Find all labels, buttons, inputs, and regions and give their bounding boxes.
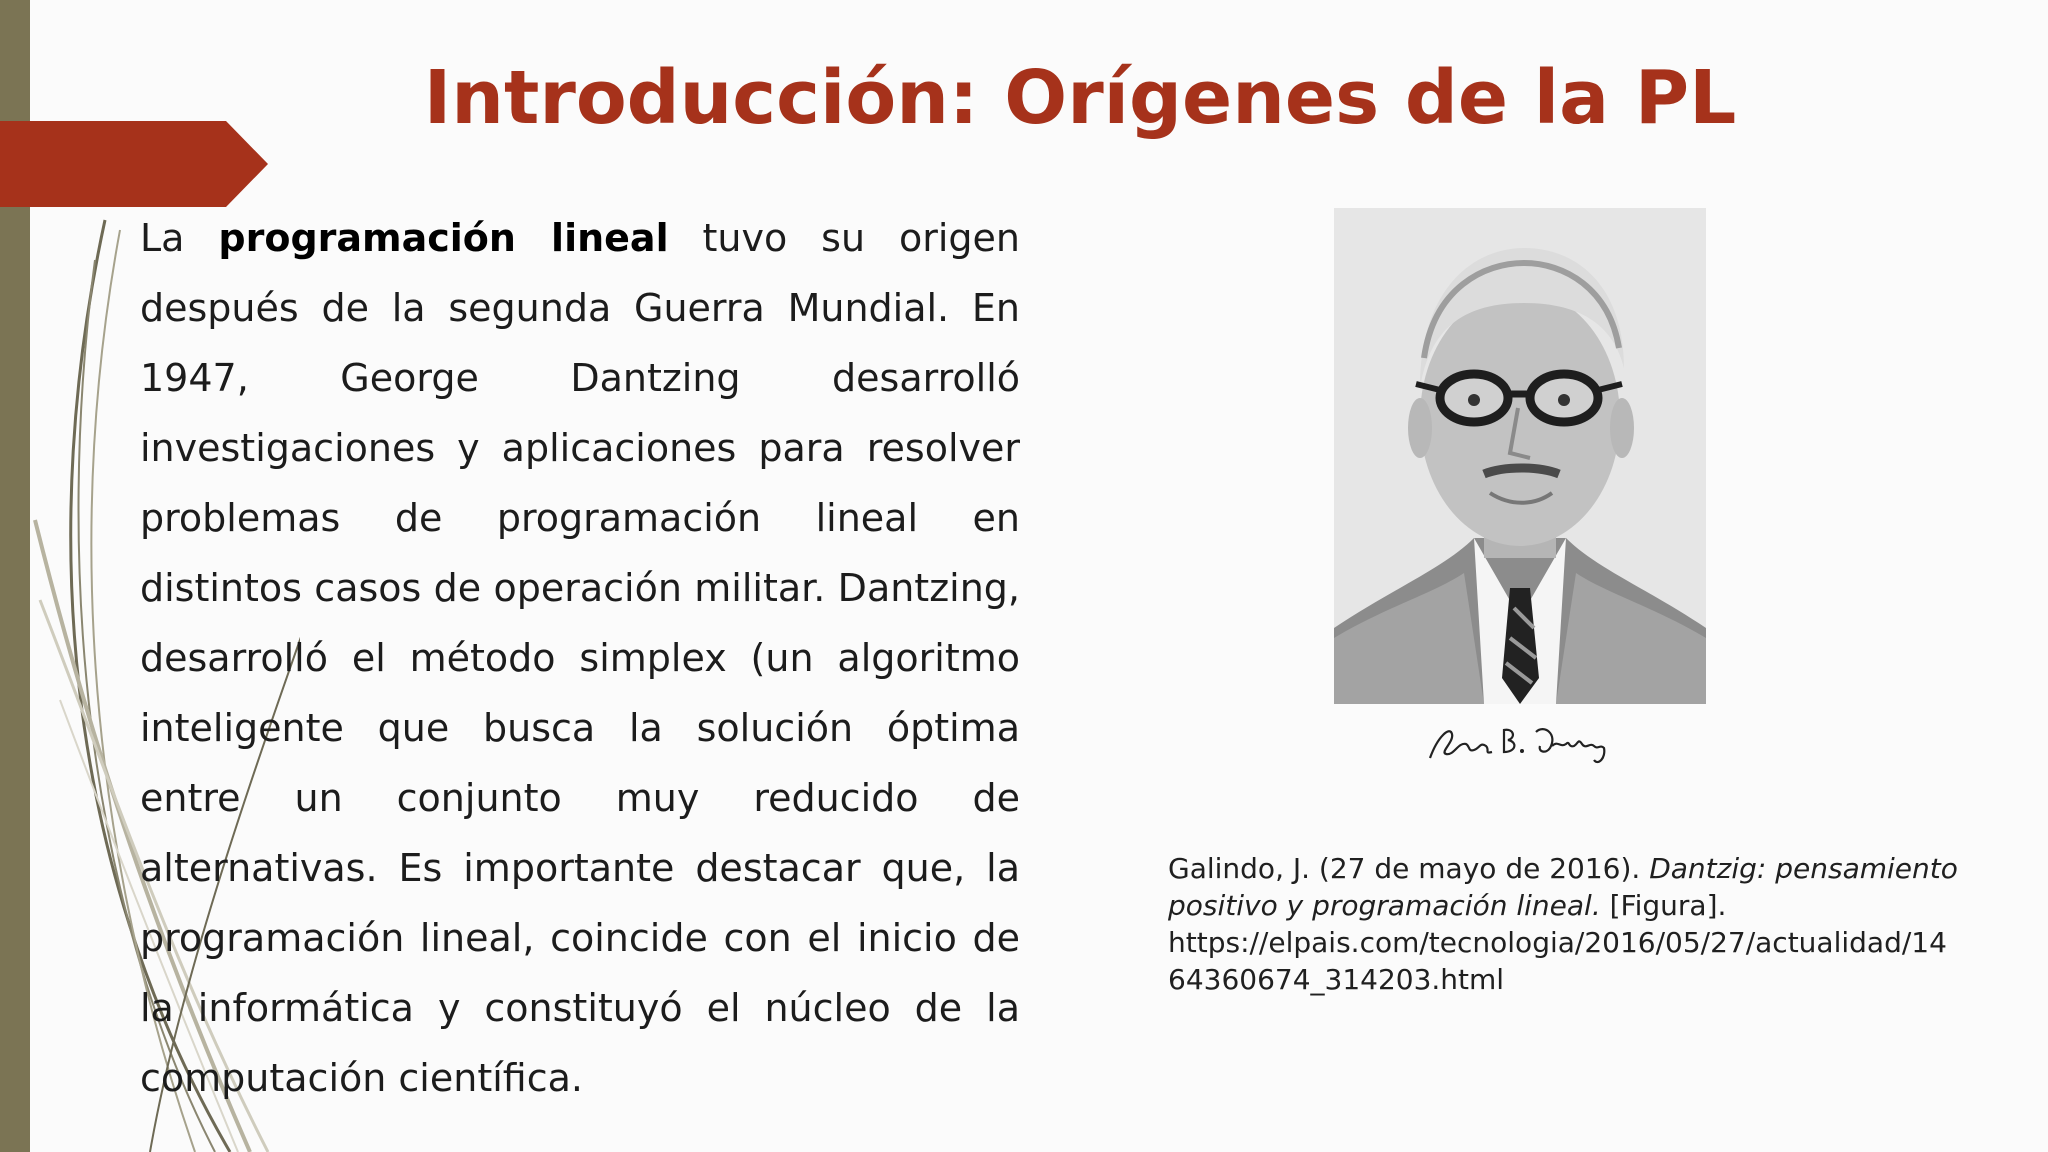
citation-type: [Figura].	[1600, 889, 1727, 922]
portrait-photo	[1334, 208, 1706, 704]
body-text-bold-term: programación lineal	[218, 216, 669, 260]
citation-title-part2: positivo y programación lineal.	[1168, 889, 1601, 922]
citation-line-2	[1168, 887, 2018, 924]
body-text-intro: La	[140, 216, 219, 260]
body-paragraph	[140, 203, 1020, 1113]
citation-url-part1: https://elpais.com/tecnologia/2016/05/27/actualidad/14	[1168, 926, 1947, 959]
title-arrow-banner	[0, 121, 272, 207]
citation-author-date: Galindo, J. (27 de mayo de 2016).	[1168, 852, 1650, 885]
page-title: Introducción: Orígenes de la PL	[423, 55, 1737, 141]
citation-line-1	[1168, 850, 2018, 887]
citation-url-part2: 64360674_314203.html	[1168, 963, 1505, 996]
body-text-rest: tuvo su origen después de la segunda Guerra Mundial. En 1947, George Dantzing desarrolló investigaciones y aplicaciones para resolver problemas de programación lineal en distintos casos de operación militar. Dantzing, desarrolló el método simplex (un algoritmo inteligente que busca la solución óptima entre un conjunto muy reducido de alternativas. Es importante destacar que, la programación lineal, coincide con el inicio de la informática y constituyó el núcleo de la computación científica.	[140, 216, 1020, 1100]
citation-title-part1: Dantzig: pensamiento	[1649, 852, 1958, 885]
signature-image	[1418, 718, 1618, 768]
image-citation	[1168, 850, 2018, 998]
